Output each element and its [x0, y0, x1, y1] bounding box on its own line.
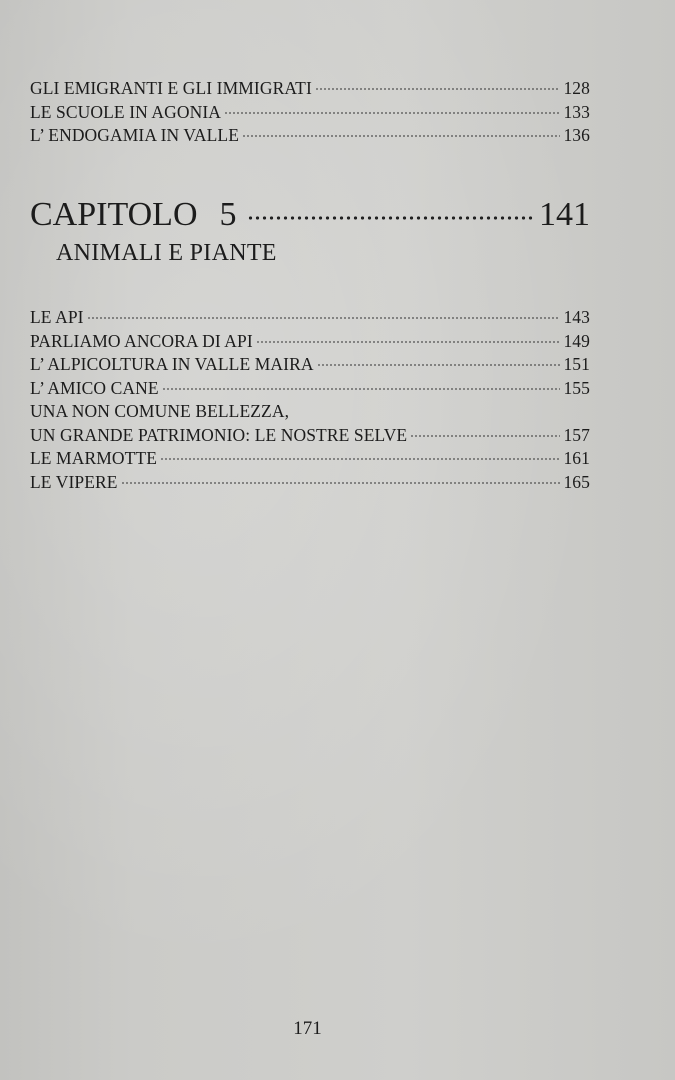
- toc-section-chapter5: [30, 307, 590, 495]
- toc-entry-title: LE VIPERE: [30, 471, 118, 492]
- toc-entry: [30, 307, 590, 331]
- toc-leader-dots: [317, 364, 561, 366]
- toc-entry: [30, 425, 590, 449]
- chapter-subtitle: ANIMALI E PIANTE: [56, 240, 277, 266]
- toc-entry-title: LE API: [30, 307, 84, 327]
- toc-leader-dots: [87, 317, 561, 319]
- chapter-number: 5: [219, 196, 237, 233]
- toc-entry-page: 161: [563, 448, 590, 468]
- toc-entry-title: PARLIAMO ANCORA DI API: [30, 330, 253, 351]
- toc-leader-dots: [242, 135, 560, 137]
- toc-entry-page: 149: [563, 330, 590, 351]
- toc-entry-title: UN GRANDE PATRIMONIO: LE NOSTRE SELVE: [30, 424, 408, 445]
- chapter-label: CAPITOLO: [30, 196, 198, 233]
- page-number: 171: [293, 1018, 322, 1039]
- toc-entry-title: UNA NON COMUNE BELLEZZA,: [30, 401, 290, 421]
- toc-entry-page: 128: [563, 78, 590, 98]
- toc-entry-title: L’ ENDOGAMIA IN VALLE: [30, 125, 240, 145]
- toc-entry-page: 165: [563, 471, 590, 492]
- toc-entry-page: 133: [563, 101, 590, 122]
- toc-leader-dots: [315, 88, 561, 90]
- toc-leader-dots: [224, 112, 560, 114]
- toc-entry: [30, 354, 590, 378]
- toc-entry-title: LE SCUOLE IN AGONIA: [30, 101, 221, 122]
- toc-entry-title: LE MARMOTTE: [30, 448, 157, 468]
- toc-entry: [30, 78, 590, 102]
- toc-leader-dots: [256, 341, 561, 343]
- chapter-page: 141: [539, 196, 590, 233]
- toc-entry-title: L’ ALPICOLTURA IN VALLE MAIRA: [30, 354, 314, 374]
- toc-entry: [30, 472, 590, 496]
- toc-entry-page: 143: [563, 307, 590, 327]
- toc-entry-title: GLI EMIGRANTI E GLI IMMIGRATI: [30, 78, 312, 98]
- toc-entry: [30, 102, 590, 126]
- toc-entry-page: 155: [563, 377, 590, 398]
- chapter-leader-dots: [247, 216, 536, 220]
- toc-entry-page: 157: [563, 424, 590, 445]
- toc-leader-dots: [162, 388, 561, 390]
- toc-leader-dots: [121, 482, 561, 484]
- toc-leader-dots: [410, 435, 560, 437]
- toc-entry: [30, 378, 590, 402]
- chapter-heading: [30, 196, 590, 234]
- toc-entry-title: L’ AMICO CANE: [30, 377, 159, 398]
- toc-entry-page: 136: [563, 125, 590, 145]
- toc-entry-page: 151: [563, 354, 590, 374]
- toc-section-top: [30, 78, 590, 149]
- toc-leader-dots: [160, 458, 560, 460]
- toc-entry: [30, 448, 590, 472]
- toc-entry-continued: [30, 401, 590, 425]
- toc-entry: [30, 331, 590, 355]
- toc-entry: [30, 125, 590, 149]
